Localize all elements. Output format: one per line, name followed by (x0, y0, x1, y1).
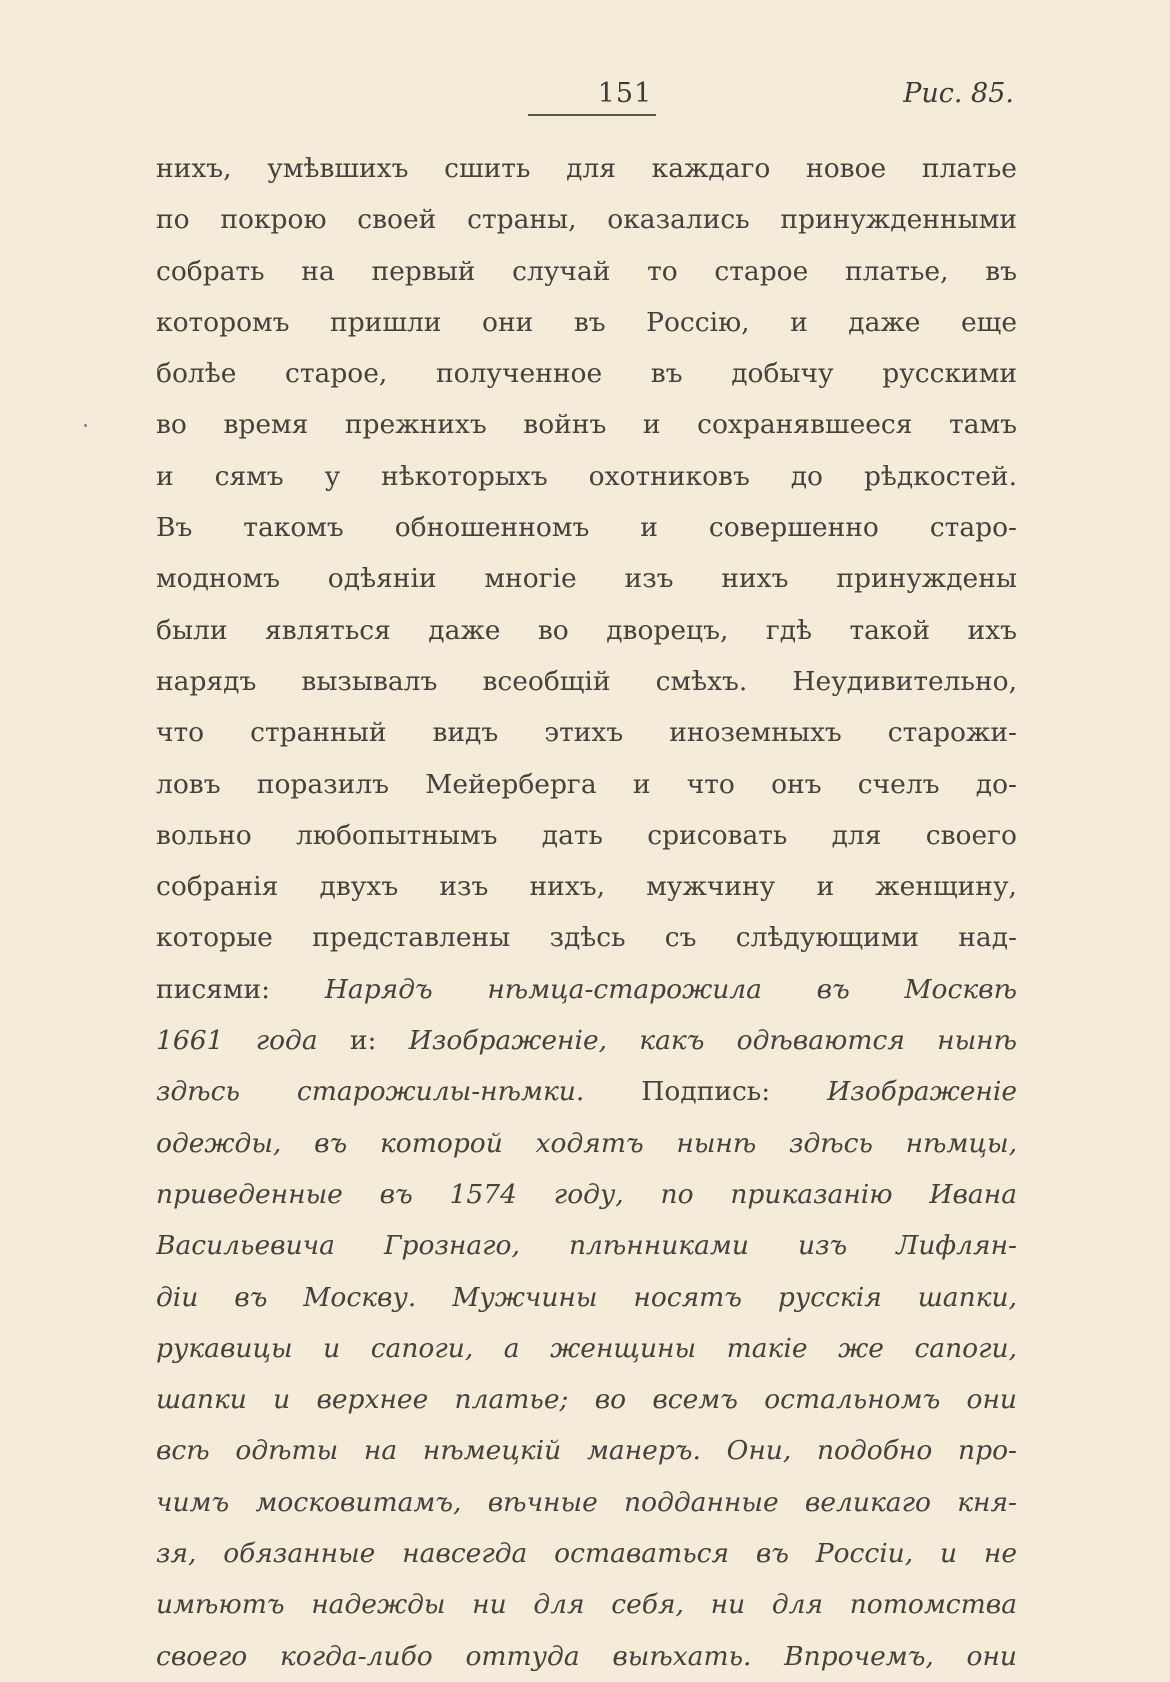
italic-text: приведенные въ 1574 году, по приказанію Ивана (156, 1178, 1017, 1210)
italic-text: зя, обязанные навсегда оставаться въ Россіи, и не (156, 1538, 1017, 1570)
body-text (156, 143, 1017, 1682)
text-line (156, 707, 1017, 758)
text-line (156, 912, 1017, 963)
italic-text: Изображеніе, какъ одѣваются нынѣ (408, 1025, 1017, 1057)
text-line (156, 399, 1017, 450)
text-line (156, 246, 1017, 297)
text-segment: и: (317, 1025, 409, 1057)
text-segment: во время прежнихъ войнъ и сохранявшееся тамъ (156, 409, 1017, 441)
text-segment: модномъ одѣяніи многіе изъ нихъ принуждены (156, 563, 1017, 595)
text-line (156, 553, 1017, 604)
margin-speck (84, 424, 87, 427)
text-line (156, 1169, 1017, 1220)
italic-text: здѣсь старожилы-нѣмки. (156, 1076, 585, 1108)
italic-text: рукавицы и сапоги, а женщины такіе же сапоги, (156, 1332, 1017, 1364)
text-line (156, 143, 1017, 194)
text-line (156, 1066, 1017, 1117)
text-line (156, 1579, 1017, 1630)
text-segment: Въ такомъ обношенномъ и совершенно старо- (156, 512, 1017, 544)
running-head (150, 72, 1020, 122)
italic-text: имѣютъ надежды ни для себя, ни для потомства (156, 1589, 1017, 1621)
text-segment: писями: (156, 973, 325, 1005)
italic-text: одежды, въ которой ходятъ нынѣ здѣсь нѣмцы, (156, 1127, 1017, 1159)
text-segment: вольно любопытнымъ дать срисовать для своего (156, 819, 1017, 851)
text-segment: нарядъ вызывалъ всеобщій смѣхъ. Неудивительно, (156, 665, 1017, 697)
text-line (156, 1220, 1017, 1271)
text-segment: Подпись: (584, 1076, 828, 1108)
text-line (156, 1015, 1017, 1066)
italic-text: чимъ московитамъ, вѣчные подданные великаго кня- (156, 1486, 1017, 1518)
text-line (156, 1425, 1017, 1476)
text-segment: собрать на первый случай то старое платье, въ (156, 255, 1017, 287)
italic-text: 1661 года (156, 1025, 318, 1057)
figure-reference: Рис. 85. (903, 78, 1014, 109)
text-line (156, 861, 1017, 912)
text-line (156, 1374, 1017, 1425)
text-line (156, 348, 1017, 399)
text-line (156, 1528, 1017, 1579)
text-segment: были являться даже во дворецъ, гдѣ такой ихъ (156, 614, 1017, 646)
text-segment: нихъ, умѣвшихъ сшить для каждаго новое платье (156, 153, 1017, 184)
text-line (156, 451, 1017, 502)
italic-text: Васильевича Грознаго, плѣнниками изъ Лифлян- (156, 1230, 1017, 1262)
text-line (156, 297, 1017, 348)
page-number: 151 (597, 78, 653, 109)
text-line (156, 1631, 1017, 1682)
italic-text: всѣ одѣты на нѣмецкій манеръ. Они, подобно про- (156, 1435, 1017, 1467)
text-line (156, 964, 1017, 1015)
italic-text: Нарядъ нѣмца-старожила въ Москвѣ (324, 973, 1017, 1005)
header-rule (528, 114, 656, 116)
text-segment: и сямъ у нѣкоторыхъ охотниковъ до рѣдкостей. (156, 460, 1017, 492)
text-line (156, 1323, 1017, 1374)
text-line (156, 605, 1017, 656)
text-segment: по покрою своей страны, оказались принужденными (156, 204, 1017, 236)
text-line (156, 656, 1017, 707)
text-segment: собранія двухъ изъ нихъ, мужчину и женщину, (156, 871, 1017, 903)
text-line (156, 194, 1017, 245)
text-segment: что странный видъ этихъ иноземныхъ старожи- (156, 717, 1017, 749)
text-segment: которомъ пришли они въ Россію, и даже еще (156, 306, 1017, 338)
text-line (156, 502, 1017, 553)
italic-text: шапки и верхнее платье; во всемъ остальномъ они (156, 1384, 1017, 1416)
text-line (156, 1272, 1017, 1323)
text-segment: которые представлены здѣсь съ слѣдующими над- (156, 922, 1017, 954)
text-line (156, 759, 1017, 810)
italic-text: своего когда-либо оттуда выѣхать. Впрочемъ, они (156, 1640, 1017, 1672)
text-line (156, 810, 1017, 861)
text-line (156, 1477, 1017, 1528)
text-segment: ловъ поразилъ Мейерберга и что онъ счелъ до- (156, 768, 1017, 800)
text-segment: болѣе старое, полученное въ добычу русскими (156, 358, 1017, 390)
italic-text: Изображеніе (827, 1076, 1017, 1108)
italic-text: діи въ Москву. Мужчины носятъ русскія шапки, (156, 1281, 1017, 1313)
text-line (156, 1118, 1017, 1169)
